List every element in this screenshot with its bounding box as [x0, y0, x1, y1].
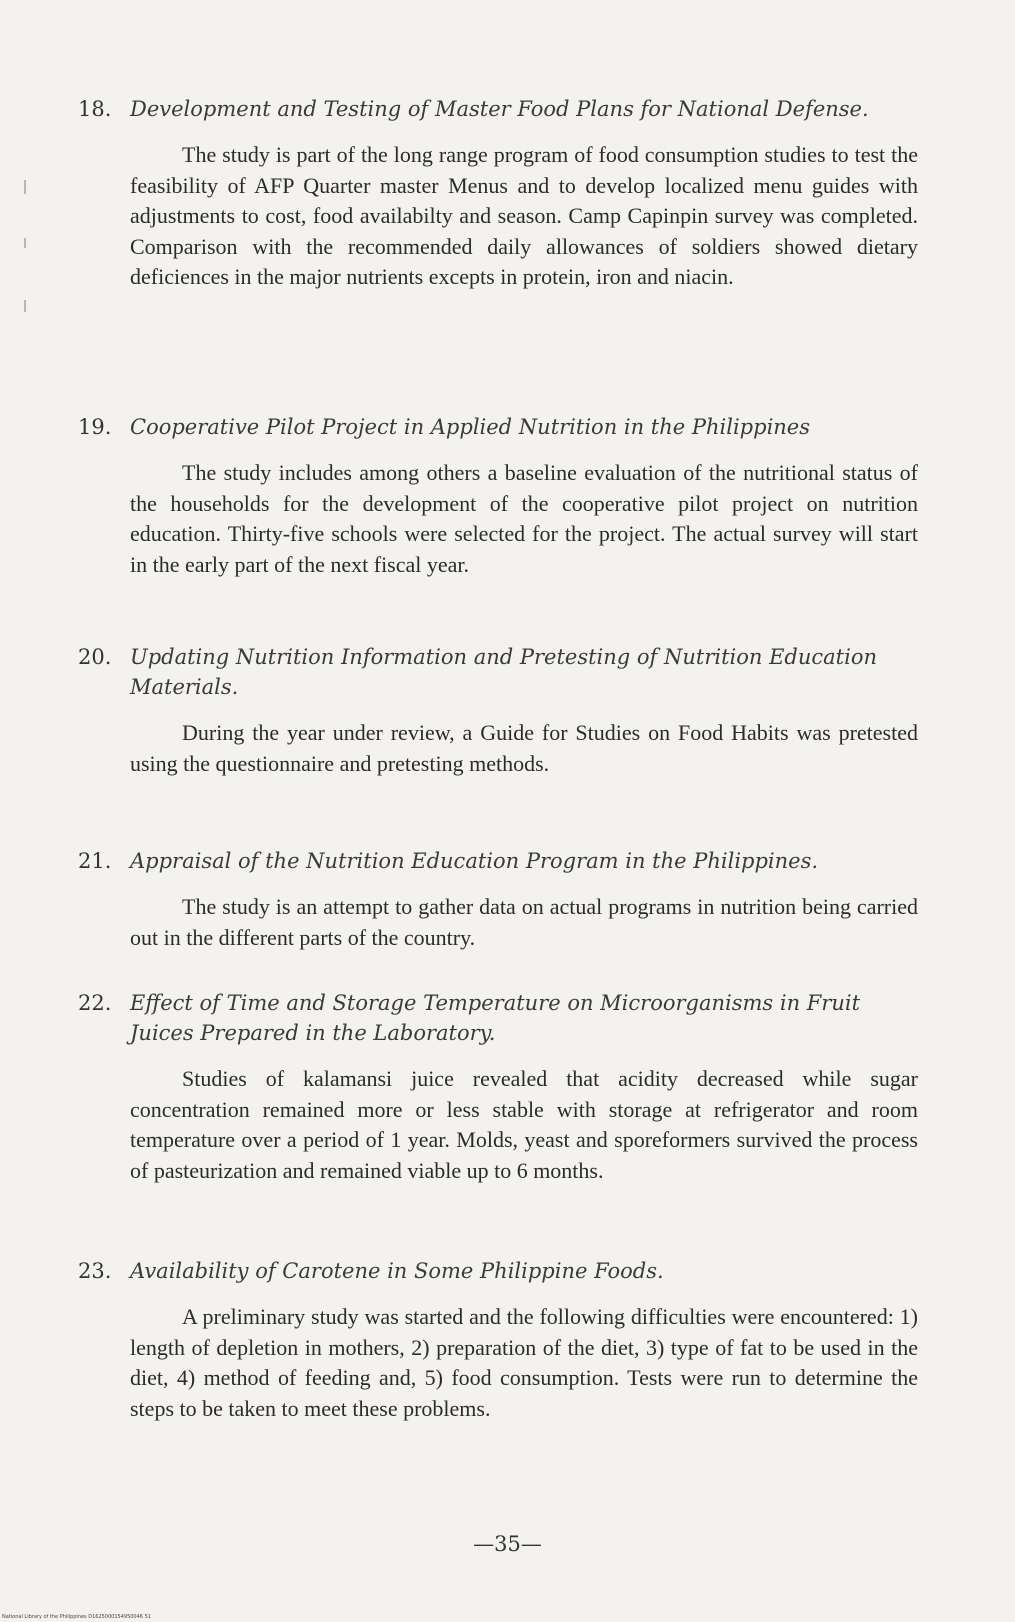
page-number: —35— [473, 1532, 542, 1556]
section-20 [78, 642, 918, 801]
section-body: The study is an attempt to gather data on actual programs in nutrition being carried out in the different parts of the country. [130, 894, 918, 950]
section-title: Updating Nutrition Information and Pretesting of Nutrition Education Materials. [130, 645, 877, 699]
section-title: Development and Testing of Master Food Plans for National Defense. [130, 97, 869, 121]
section-body: Studies of kalamansi juice revealed that acidity decreased while sugar concentration remained more or less stable with storage at refrigerator and room temperature over a period of 1 year. Molds, yeast and sporeformers survived the process of pasteurization and remained viable up to 6 months. [130, 1066, 918, 1183]
section-number: 23. [78, 1259, 112, 1283]
margin-mark [24, 300, 26, 312]
section-number: 20. [78, 645, 112, 669]
section-number: 18. [78, 97, 112, 121]
section-body: The study is part of the long range program of food consumption studies to test the feasibility of AFP Quarter master Menus and to develop localized menu guides with adjustments to cost, food availabilty and season. Camp Capinpin survey was completed. Comparison with the recommended daily allowances of soldiers showed dietary deficiences in the major nutrients excepts in protein, iron and niacin. [130, 142, 918, 289]
section-body: A preliminary study was started and the following difficulties were encountered: 1) length of depletion in mothers, 2) preparation of the diet, 3) type of fat to be used in the diet, 4) method of feeding and, 5) food consumption. Tests were run to determine the steps to be taken to meet these problems. [130, 1304, 918, 1421]
section-title: Cooperative Pilot Project in Applied Nutrition in the Philippines [130, 415, 811, 439]
section-21 [78, 846, 918, 975]
section-22 [78, 988, 918, 1208]
section-heading [78, 846, 918, 876]
section-body: During the year under review, a Guide for Studies on Food Habits was pretested using the questionnaire and pretesting methods. [130, 720, 918, 776]
section-23 [78, 1256, 918, 1446]
section-title: Availability of Carotene in Some Philippine Foods. [130, 1259, 664, 1283]
section-number: 19. [78, 415, 112, 439]
section-title: Effect of Time and Storage Temperature on Microorganisms in Fruit Juices Prepared in the Laboratory. [130, 991, 861, 1045]
section-number: 21. [78, 849, 112, 873]
section-heading [78, 642, 918, 702]
section-body: The study includes among others a baseline evaluation of the nutritional status of the households for the development of the cooperative pilot project on nutrition education. Thirty-five schools were selected for the project. The actual survey will start in the early part of the next fiscal year. [130, 460, 918, 577]
margin-mark [24, 238, 26, 248]
section-heading [78, 94, 918, 124]
section-heading [78, 412, 918, 442]
section-heading [78, 1256, 918, 1286]
section-heading [78, 988, 918, 1048]
margin-mark [24, 180, 26, 194]
archive-footer: National Library of the Philippines D1625000154950046 51 [2, 1614, 151, 1620]
section-18 [78, 94, 918, 315]
section-title: Appraisal of the Nutrition Education Program in the Philippines. [130, 849, 819, 873]
section-19 [78, 412, 918, 602]
section-number: 22. [78, 991, 112, 1015]
